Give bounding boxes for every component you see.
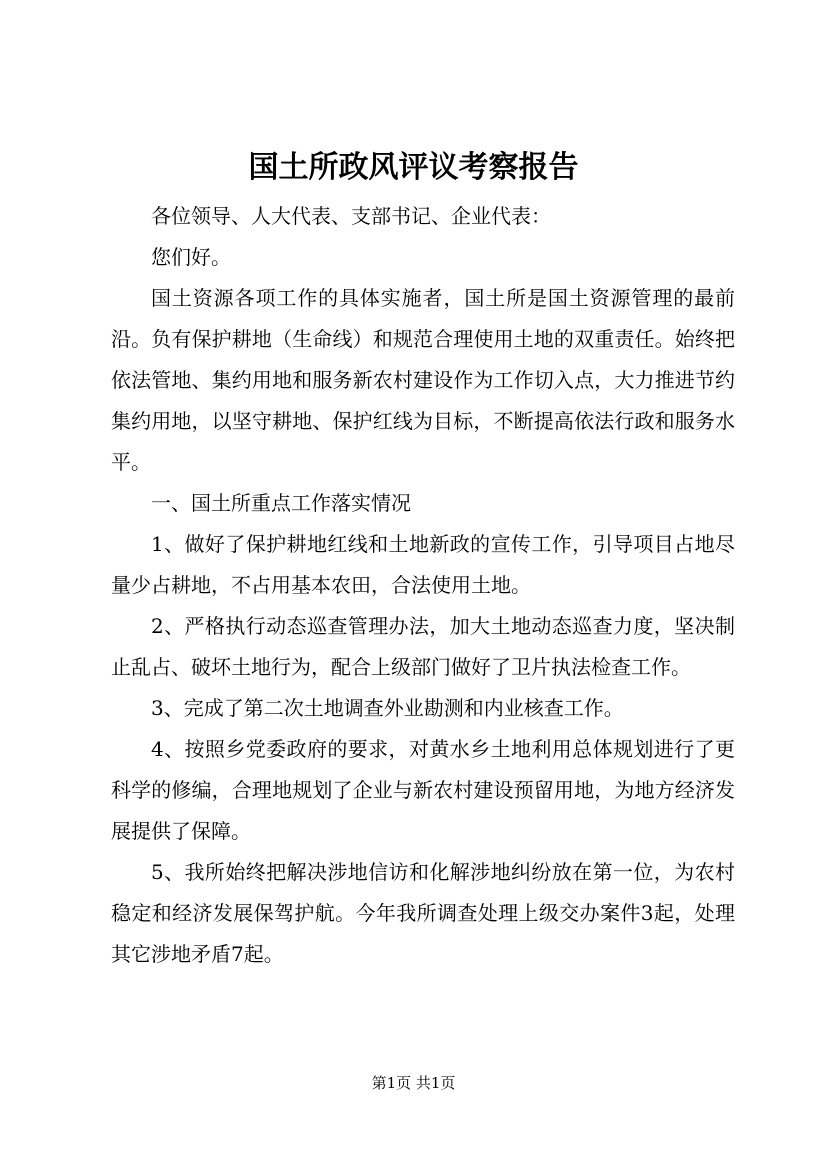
page-number: 第1页 共1页	[371, 1074, 456, 1092]
document-body	[111, 196, 735, 975]
paragraph-item-2: 2、严格执行动态巡查管理办法，加大土地动态巡查力度，坚决制止乱占、破坏土地行为，配合上级部门做好了卫片执法检查工作。	[111, 614, 735, 679]
document-title: 国土所政风评议考察报告	[248, 150, 579, 185]
paragraph-intro: 国土资源各项工作的具体实施者，国土所是国土资源管理的最前沿。负有保护耕地（生命线）和规范合理使用土地的双重责任。始终把依法管地、集约用地和服务新农村建设作为工作切入点，大力推进节约集约用地，以坚守耕地、保护红线为目标，不断提高依法行政和服务水平。	[111, 286, 735, 474]
paragraph-item-4: 4、按照乡党委政府的要求，对黄水乡土地利用总体规划进行了更科学的修编，合理地规划了企业与新农村建设预留用地，为地方经济发展提供了保障。	[111, 737, 735, 843]
paragraph-salutation: 各位领导、人大代表、支部书记、企业代表：	[151, 204, 551, 228]
paragraph-item-1: 1、做好了保护耕地红线和土地新政的宣传工作，引导项目占地尽量少占耕地，不占用基本农田，合法使用土地。	[111, 532, 735, 597]
section-heading: 一、国土所重点工作落实情况	[151, 491, 411, 515]
paragraph-item-3: 3、完成了第二次土地调查外业勘测和内业核查工作。	[151, 696, 624, 720]
paragraph-greeting: 您们好。	[151, 245, 231, 269]
paragraph-item-5: 5、我所始终把解决涉地信访和化解涉地纠纷放在第一位，为农村稳定和经济发展保驾护航。今年我所调查处理上级交办案件3起，处理其它涉地矛盾7起。	[111, 860, 735, 966]
